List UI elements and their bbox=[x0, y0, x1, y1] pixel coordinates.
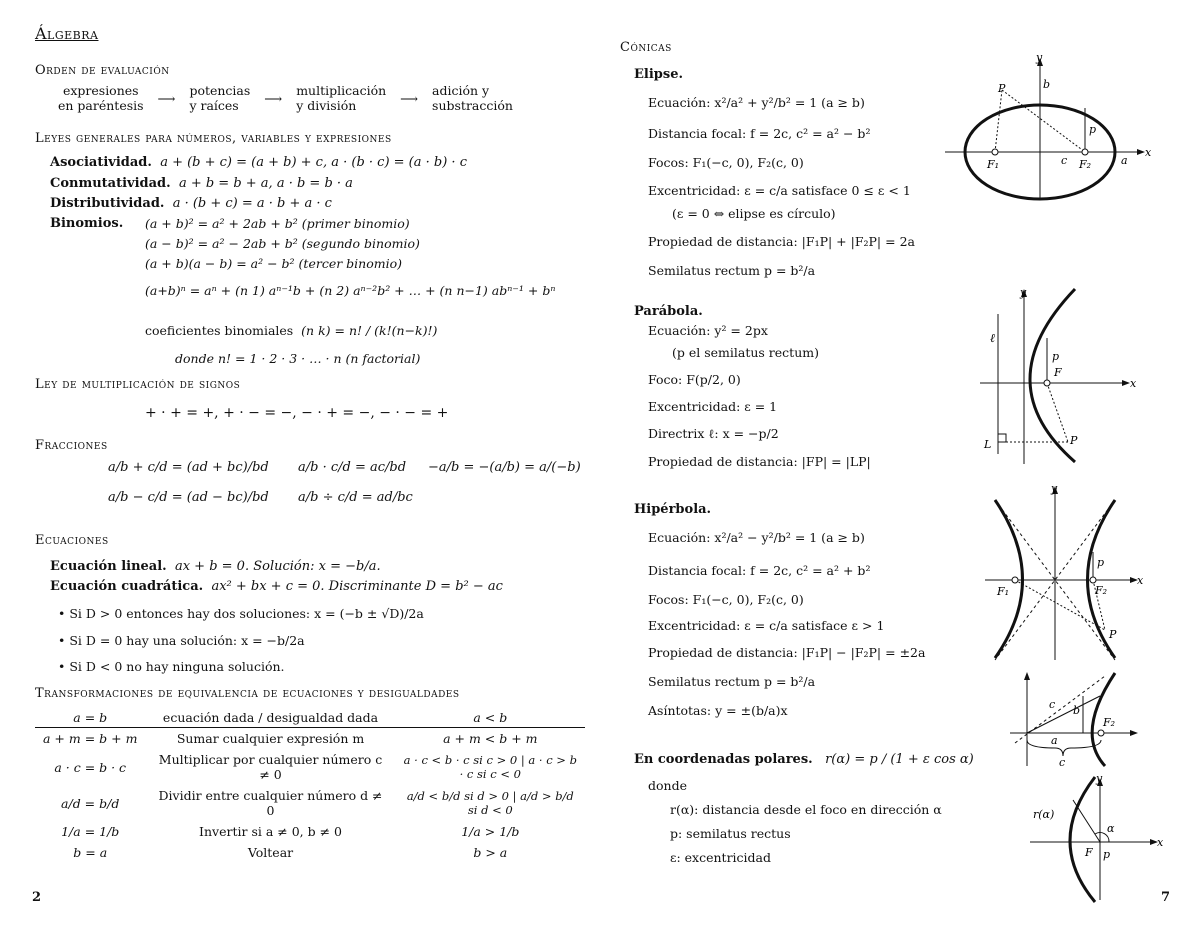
hiperbola-asintotas: Asíntotas: y = ±(b/a)x bbox=[648, 703, 788, 718]
detail-c-bottom: c bbox=[1059, 756, 1066, 768]
ellipse-p-label: P bbox=[998, 82, 1006, 95]
orden-arrow-2: ⟶ bbox=[264, 90, 283, 106]
polares-row bbox=[634, 752, 974, 767]
table-cell: a · c = b · c bbox=[54, 759, 127, 775]
table-row bbox=[35, 728, 585, 750]
table-header-row bbox=[35, 708, 585, 728]
ellipse-p-small: p bbox=[1089, 123, 1097, 136]
parabola-foco: Foco: F(p/2, 0) bbox=[648, 372, 741, 387]
parabola-excentricidad: Excentricidad: ε = 1 bbox=[648, 399, 778, 414]
table-cell: Dividir entre cualquier número d ≠ 0 bbox=[158, 788, 383, 818]
orden-step-2: potencias y raíces bbox=[189, 83, 251, 113]
polar-figure bbox=[1025, 772, 1170, 907]
elipse-heading: Elipse. bbox=[634, 67, 683, 82]
hyperbola-left-branch bbox=[995, 500, 1023, 658]
table-row bbox=[35, 749, 585, 785]
table-cell: b = a bbox=[73, 845, 108, 860]
orden-arrow-1: ⟶ bbox=[157, 90, 176, 106]
table-cell: a + m < b + m bbox=[443, 731, 538, 746]
parabola-figure bbox=[980, 284, 1140, 469]
parabola-curve bbox=[1030, 289, 1075, 462]
polar-radius bbox=[1073, 800, 1100, 842]
polar-f-label: F bbox=[1085, 846, 1093, 859]
coef-label: coeficientes binomiales bbox=[145, 323, 294, 338]
conm-formula: a + b = b + a, a · b = b · a bbox=[178, 176, 353, 191]
lineal-label: Ecuación lineal. bbox=[50, 559, 167, 574]
cuad-formula: ax² + bx + c = 0. Discriminante D = b² − ac bbox=[211, 579, 503, 594]
orden-arrow-3: ⟶ bbox=[400, 90, 419, 106]
parabola-heading: Parábola. bbox=[634, 304, 703, 319]
detail-a-label: a bbox=[1051, 734, 1058, 747]
detail-b-label: b bbox=[1073, 704, 1081, 717]
parabola-f-label: F bbox=[1054, 366, 1062, 379]
polar-y-label: y bbox=[1096, 772, 1103, 785]
hiperbola-focos: Focos: F₁(−c, 0), F₂(c, 0) bbox=[648, 592, 804, 607]
polares-donde: donde bbox=[648, 778, 687, 793]
detail-c-segment bbox=[1027, 696, 1100, 733]
orden-steps bbox=[58, 83, 513, 113]
frac-resta: a/b − c/d = (ad − bc)/bd bbox=[108, 490, 269, 505]
polares-item-3: ε: excentricidad bbox=[670, 850, 772, 865]
elipse-excentricidad: Excentricidad: ε = c/a satisface 0 ≤ ε < 1 bbox=[648, 183, 911, 198]
lineal-formula: ax + b = 0. Solución: x = −b/a. bbox=[174, 559, 381, 574]
parabola-right-angle bbox=[998, 434, 1006, 442]
conm-label: Conmutatividad. bbox=[50, 176, 171, 191]
ecuaciones-heading: Ecuaciones bbox=[35, 533, 109, 548]
bin2: (a − b)² = a² − 2ab + b² (segundo binomio) bbox=[145, 236, 420, 251]
dist-label: Distributividad. bbox=[50, 196, 165, 211]
signos-rule: + · + = +, + · − = −, − · + = −, − · − = + bbox=[145, 405, 449, 421]
coef-row bbox=[145, 323, 437, 338]
coef-formula: (n k) = n! / (k!(n−k)!) bbox=[301, 323, 438, 338]
orden-heading: Orden de evaluación bbox=[35, 63, 170, 78]
hyperbola-x-label: x bbox=[1137, 574, 1144, 587]
table-cell: Voltear bbox=[247, 845, 294, 860]
hyperbola-detail-figure bbox=[1005, 668, 1145, 768]
ellipse-a-label: a bbox=[1121, 154, 1128, 167]
orden-step-4: adición y substracción bbox=[432, 83, 513, 113]
bin-label: Binomios. bbox=[50, 216, 124, 231]
bin3: (a + b)(a − b) = a² − b² (tercer binomio) bbox=[145, 256, 402, 271]
dist-row bbox=[50, 196, 332, 211]
bullet-1: • Si D > 0 entonces hay dos soluciones: x = (−b ± √D)/2a bbox=[58, 606, 424, 621]
ellipse-c-label: c bbox=[1061, 154, 1068, 167]
detail-focus bbox=[1098, 730, 1104, 736]
polar-x-label: x bbox=[1157, 836, 1164, 849]
orden-step-3: multiplicación y división bbox=[296, 83, 387, 113]
hiperbola-heading: Hipérbola. bbox=[634, 502, 712, 517]
bullet-3: • Si D < 0 no hay ninguna solución. bbox=[58, 659, 285, 674]
elipse-ecuacion: Ecuación: x²/a² + y²/b² = 1 (a ≥ b) bbox=[648, 95, 865, 110]
detail-x-arrow bbox=[1130, 730, 1138, 736]
table-cell: Sumar cualquier expresión m bbox=[176, 731, 365, 746]
detail-c-label: c bbox=[1049, 698, 1056, 711]
parabola-x-label: x bbox=[1130, 377, 1137, 390]
cuad-row bbox=[50, 579, 503, 594]
parabola-propiedad: Propiedad de distancia: |FP| = |LP| bbox=[648, 454, 871, 469]
cuad-label: Ecuación cuadrática. bbox=[50, 579, 204, 594]
table-row bbox=[35, 785, 585, 821]
elipse-propiedad: Propiedad de distancia: |F₁P| + |F₂P| = 2a bbox=[648, 234, 915, 249]
right-title: Cónicas bbox=[620, 40, 672, 55]
table-cell: a · c < b · c si c > 0 | a · c > b · c si c < 0 bbox=[403, 753, 577, 781]
hiperbola-semilatus: Semilatus rectum p = b²/a bbox=[648, 674, 816, 689]
lineal-row bbox=[50, 559, 381, 574]
ellipse-f1-label: F₁ bbox=[987, 158, 1000, 171]
bin4: (a+b)ⁿ = aⁿ + (n 1) aⁿ⁻¹b + (n 2) aⁿ⁻²b² + … + (n n−1) abⁿ⁻¹ + bⁿ bbox=[145, 283, 556, 298]
table-cell: a + m = b + m bbox=[43, 731, 138, 746]
polares-item-1: r(α): distancia desde el foco en dirección α bbox=[670, 802, 942, 817]
polar-alpha-label: α bbox=[1107, 822, 1115, 835]
table-row bbox=[35, 821, 585, 842]
parabola-L-label: L bbox=[984, 438, 992, 451]
ellipse-f2-label: F₂ bbox=[1079, 158, 1092, 171]
table-row bbox=[35, 842, 585, 863]
ellipse-b-label: b bbox=[1043, 78, 1051, 91]
parabola-ecuacion: Ecuación: y² = 2px bbox=[648, 323, 768, 338]
table-header: a < b bbox=[396, 708, 585, 728]
dist-formula: a · (b + c) = a · b + a · c bbox=[172, 196, 332, 211]
elipse-semilatus: Semilatus rectum p = b²/a bbox=[648, 263, 816, 278]
ellipse-focal-line-2 bbox=[1002, 90, 1085, 152]
asoc-formula: a + (b + c) = (a + b) + c, a · (b · c) = (a · b) · c bbox=[160, 155, 467, 170]
frac-producto: a/b · c/d = ac/bd bbox=[298, 460, 407, 475]
bin1: (a + b)² = a² + 2ab + b² (primer binomio) bbox=[145, 216, 410, 231]
polar-curve bbox=[1070, 777, 1095, 902]
polares-item-2: p: semilatus rectus bbox=[670, 826, 791, 841]
fracciones-heading: Fracciones bbox=[35, 438, 108, 453]
table-cell: Invertir si a ≠ 0, b ≠ 0 bbox=[199, 824, 342, 839]
table-header: ecuación dada / desigualdad dada bbox=[145, 708, 395, 728]
polares-heading: En coordenadas polares. bbox=[634, 752, 813, 767]
hyperbola-focus-1 bbox=[1012, 577, 1018, 583]
hiperbola-ecuacion: Ecuación: x²/a² − y²/b² = 1 (a ≥ b) bbox=[648, 530, 865, 545]
hyperbola-focus-2 bbox=[1090, 577, 1096, 583]
polares-formula: r(α) = p / (1 + ε cos α) bbox=[825, 752, 974, 767]
table-cell: a/d = b/d bbox=[61, 795, 120, 811]
hiperbola-excentricidad: Excentricidad: ε = c/a satisface ε > 1 bbox=[648, 618, 885, 633]
bullet-2: • Si D = 0 hay una solución: x = −b/2a bbox=[58, 633, 305, 648]
leyes-heading: Leyes generales para números, variables y expresiones bbox=[35, 131, 392, 146]
page-number-right: 7 bbox=[1161, 890, 1171, 905]
transform-heading: Transformaciones de equivalencia de ecuaciones y desigualdades bbox=[35, 686, 460, 701]
ellipse-figure bbox=[945, 52, 1155, 202]
transform-table-wrap bbox=[35, 708, 585, 863]
conm-row bbox=[50, 176, 353, 191]
parabola-P-label: P bbox=[1070, 434, 1078, 447]
detail-f2-label: F₂ bbox=[1103, 716, 1116, 729]
left-title: Álgebra bbox=[35, 24, 99, 43]
ellipse-x-arrow bbox=[1137, 149, 1145, 155]
factorial-def: donde n! = 1 · 2 · 3 · … · n (n factorial) bbox=[175, 351, 421, 366]
detail-y-arrow bbox=[1024, 672, 1030, 680]
frac-signo: −a/b = −(a/b) = a/(−b) bbox=[428, 460, 581, 475]
elipse-nota: (ε = 0 ⇔ elipse es círculo) bbox=[672, 206, 836, 221]
hyperbola-P-label: P bbox=[1109, 628, 1117, 641]
hyperbola-f1-label: F₁ bbox=[997, 585, 1010, 598]
hyperbola-y-label: y bbox=[1051, 482, 1058, 495]
parabola-directrix: Directrix ℓ: x = −p/2 bbox=[648, 426, 779, 441]
orden-step-1: expresiones en paréntesis bbox=[58, 83, 144, 113]
hiperbola-distancia: Distancia focal: f = 2c, c² = a² + b² bbox=[648, 563, 871, 578]
polar-p-label: p bbox=[1103, 848, 1111, 861]
elipse-distancia: Distancia focal: f = 2c, c² = a² − b² bbox=[648, 126, 871, 141]
elipse-focos: Focos: F₁(−c, 0), F₂(c, 0) bbox=[648, 155, 804, 170]
asoc-row bbox=[50, 155, 467, 170]
detail-brace bbox=[1027, 740, 1101, 756]
frac-suma: a/b + c/d = (ad + bc)/bd bbox=[108, 460, 269, 475]
parabola-focus bbox=[1044, 380, 1050, 386]
polar-r-label: r(α) bbox=[1033, 808, 1055, 821]
table-header: a = b bbox=[35, 708, 145, 728]
page-number-left: 2 bbox=[32, 890, 42, 905]
parabola-nota: (p el semilatus rectum) bbox=[672, 345, 819, 360]
ellipse-focus-1 bbox=[992, 149, 998, 155]
ellipse-y-label: y bbox=[1036, 52, 1043, 64]
parabola-p-small: p bbox=[1052, 350, 1060, 363]
ellipse-focus-2 bbox=[1082, 149, 1088, 155]
table-cell: Multiplicar por cualquier número c ≠ 0 bbox=[158, 752, 383, 782]
hyperbola-f2-label: F₂ bbox=[1095, 584, 1108, 597]
table-cell: 1/a > 1/b bbox=[461, 824, 520, 839]
parabola-x-arrow bbox=[1122, 380, 1130, 386]
signos-heading: Ley de multiplicación de signos bbox=[35, 377, 241, 392]
hyperbola-figure bbox=[985, 480, 1150, 665]
hyperbola-p-small: p bbox=[1097, 556, 1105, 569]
parabola-y-label: y bbox=[1020, 286, 1027, 299]
transform-table bbox=[35, 708, 585, 863]
hiperbola-propiedad: Propiedad de distancia: |F₁P| − |F₂P| = ±2a bbox=[648, 645, 926, 660]
frac-division: a/b ÷ c/d = ad/bc bbox=[298, 490, 413, 505]
table-cell: 1/a = 1/b bbox=[61, 824, 120, 839]
ellipse-focal-line-1 bbox=[995, 90, 1002, 152]
asoc-label: Asociatividad. bbox=[50, 155, 152, 170]
parabola-ell-label: ℓ bbox=[990, 331, 995, 345]
ellipse-x-label: x bbox=[1145, 146, 1152, 159]
table-cell: b > a bbox=[473, 845, 508, 860]
table-cell: a/d < b/d si d > 0 | a/d > b/d si d < 0 bbox=[406, 789, 574, 817]
